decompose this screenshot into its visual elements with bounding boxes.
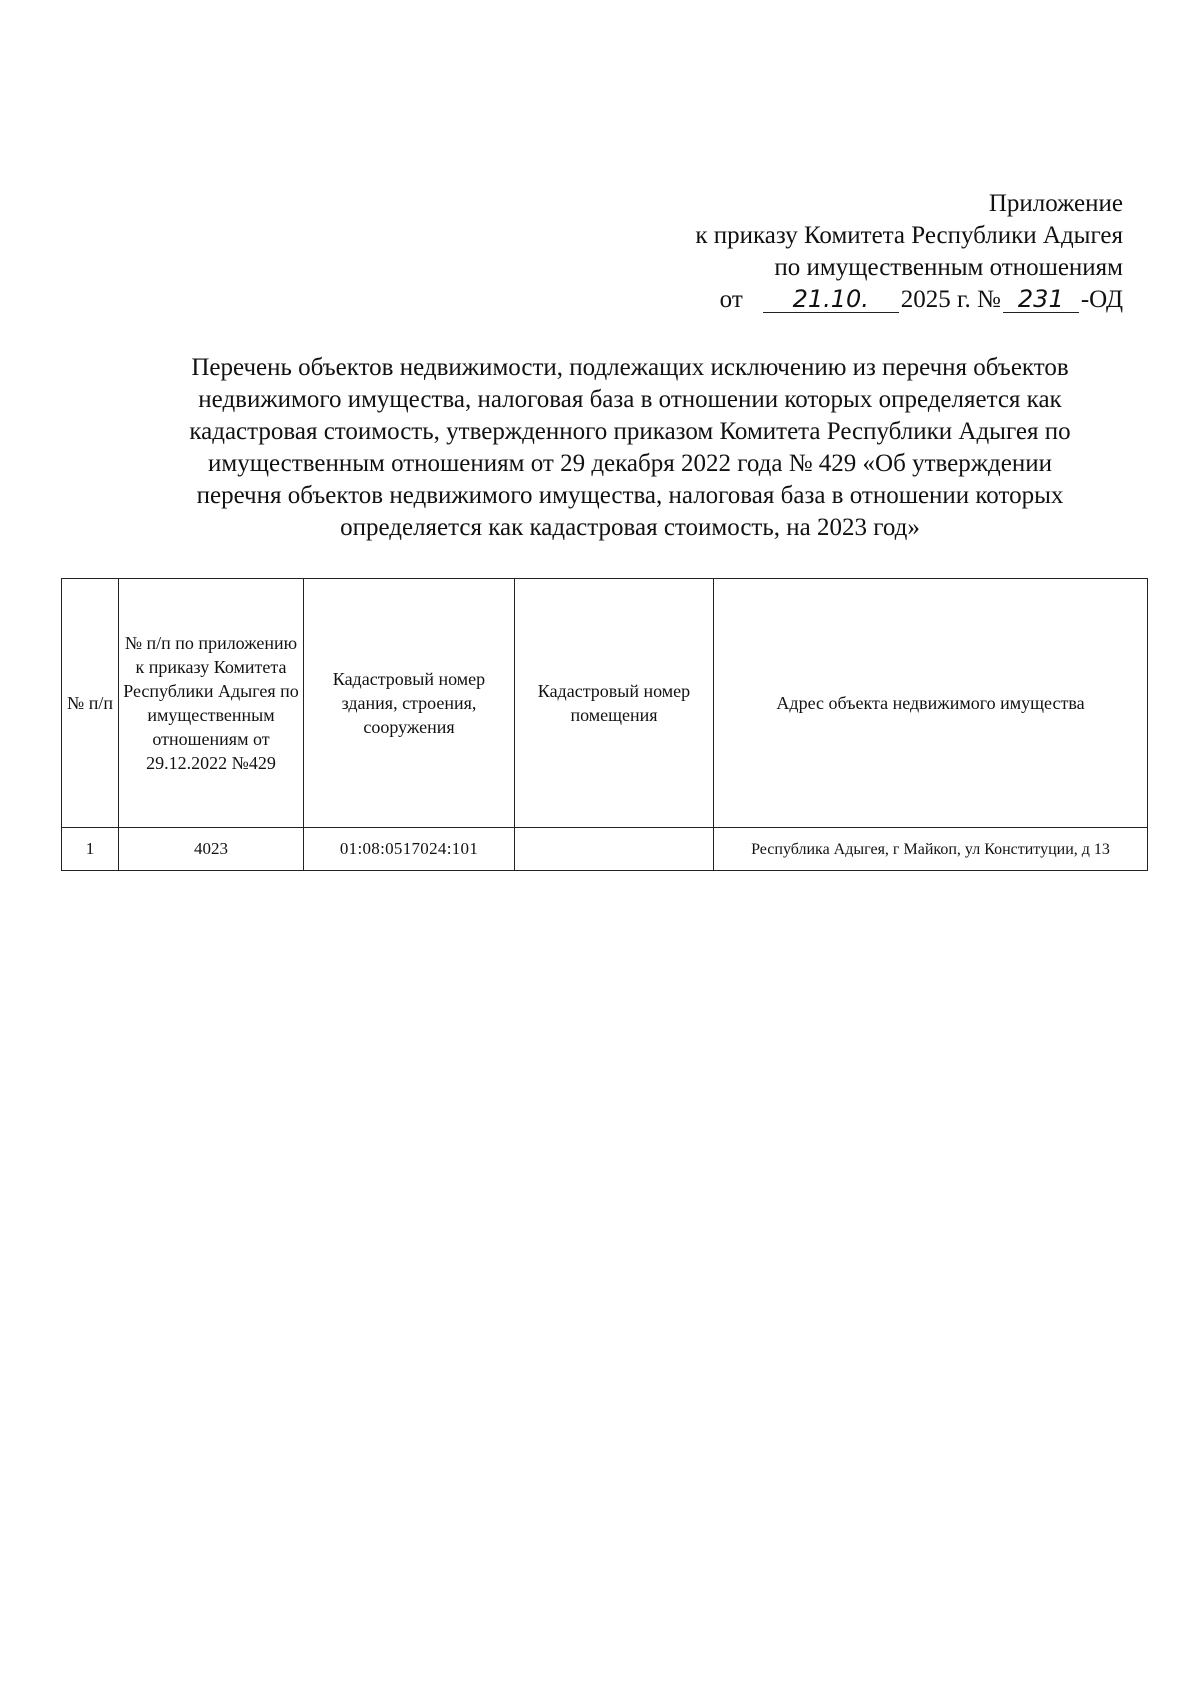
cell-num: 1 (62, 828, 119, 871)
cell-address: Республика Адыгея, г Майкоп, ул Конституции, д 13 (714, 828, 1148, 871)
cell-appendix-num: 4023 (119, 828, 304, 871)
header-building-cadastral: Кадастровый номер здания, строения, сооружения (304, 579, 515, 828)
appendix-order-ref: к приказу Комитета Республики Адыгея (695, 222, 1123, 249)
title-line: определяется как кадастровая стоимость, на 2023 год» (340, 514, 920, 541)
appendix-header (695, 188, 1123, 316)
table-header-row (62, 579, 1148, 828)
appendix-date-line (695, 284, 1123, 316)
appendix-committee: по имущественным отношениям (774, 254, 1123, 281)
header-appendix-num: № п/п по приложению к приказу Комитета Республики Адыгея по имущественным отношениям от 29.12.2022 №429 (119, 579, 304, 828)
title-line: перечня объектов недвижимого имущества, налоговая база в отношении которых (196, 482, 1064, 509)
title-line: имущественным отношениям от 29 декабря 2022 года № 429 «Об утверждении (208, 450, 1052, 477)
handwritten-order-number: 231 (1003, 286, 1079, 313)
order-number-suffix: -ОД (1080, 286, 1123, 313)
cell-room-cadastral (515, 828, 714, 871)
objects-table (61, 578, 1148, 871)
title-line: недвижимого имущества, налоговая база в отношении которых определяется как (198, 386, 1062, 413)
header-address: Адрес объекта недвижимого имущества (714, 579, 1148, 828)
date-prefix: от (719, 286, 743, 313)
document-title (120, 352, 1140, 544)
header-room-cadastral: Кадастровый номер помещения (515, 579, 714, 828)
handwritten-date: 21.10. (763, 286, 899, 313)
cell-building-cadastral: 01:08:0517024:101 (304, 828, 515, 871)
table-row (62, 828, 1148, 871)
appendix-title: Приложение (988, 190, 1123, 217)
title-line: Перечень объектов недвижимости, подлежащих исключению из перечня объектов (191, 354, 1069, 381)
year-text: 2025 г. № (900, 286, 1001, 313)
header-num: № п/п (62, 579, 119, 828)
title-line: кадастровая стоимость, утвержденного приказом Комитета Республики Адыгея по (189, 418, 1071, 445)
